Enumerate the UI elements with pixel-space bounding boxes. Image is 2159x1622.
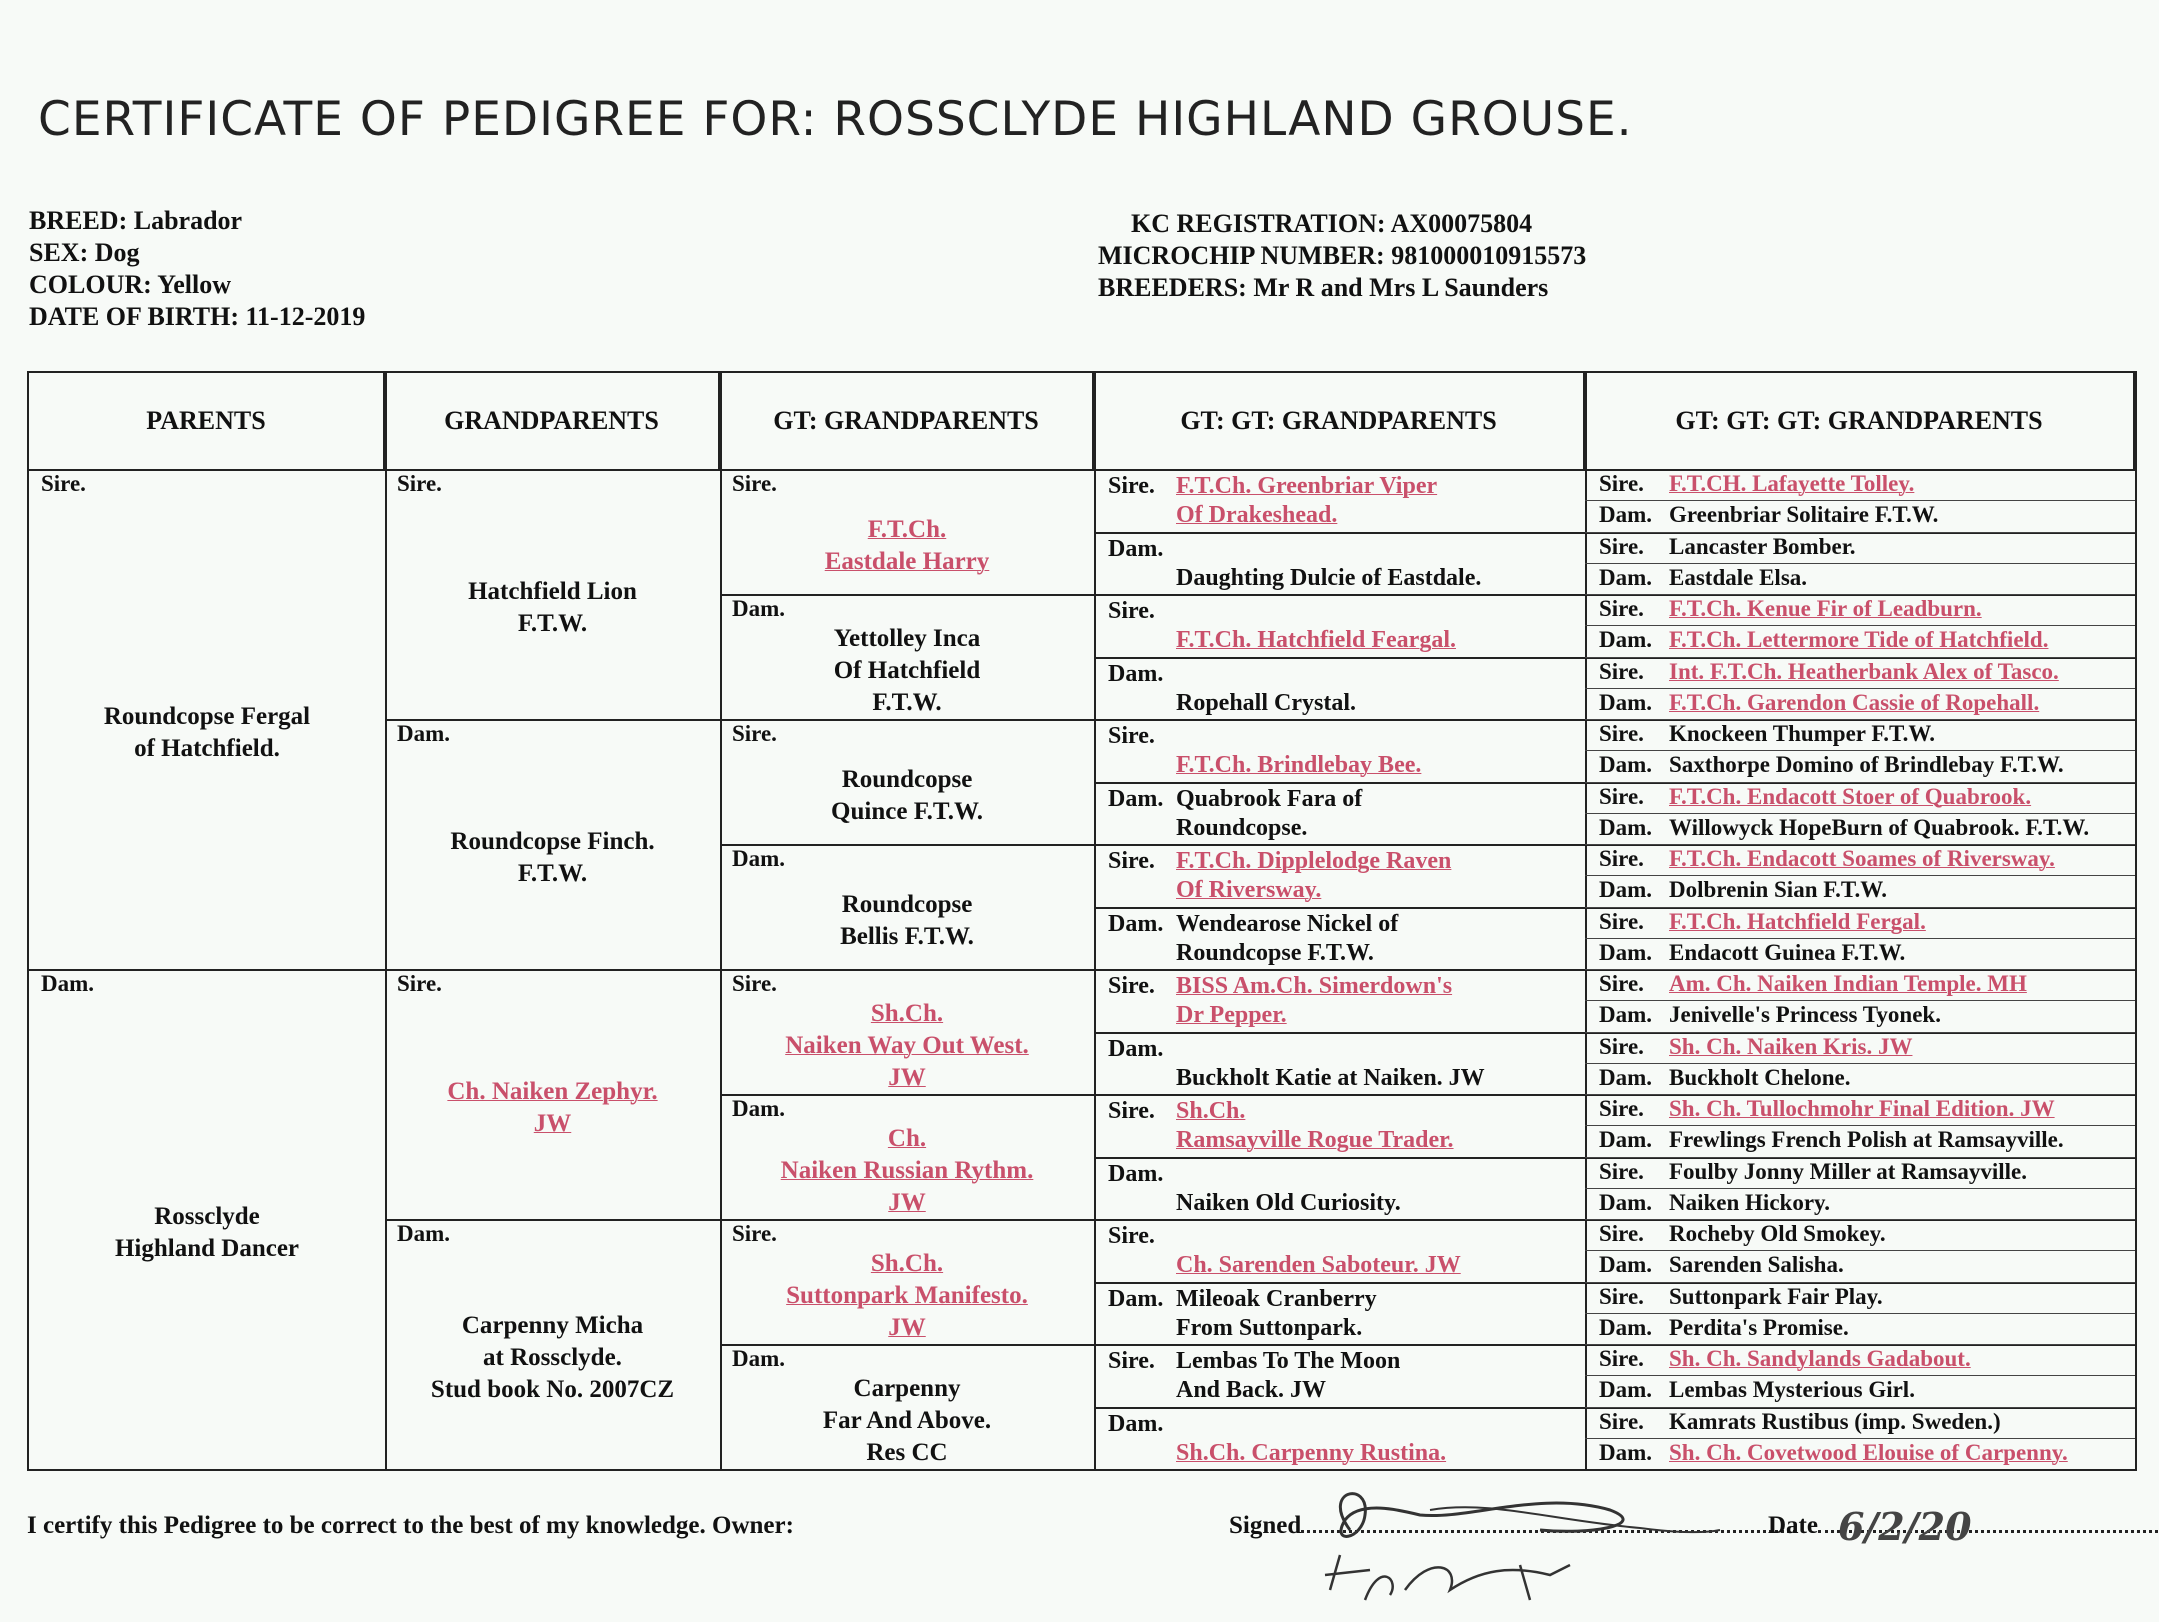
dam-label: Dam. [1108,785,1164,812]
breed: BREED: Labrador [29,206,243,235]
header-4: GT: GT: GRANDPARENTS [1094,373,1585,469]
gt-gt-gt-grandparent-row [1585,721,1935,747]
gt-grandparent-name-line: Bellis F.T.W. [840,922,974,950]
row-divider [1585,844,2135,845]
signed-label: Signed [1229,1512,1302,1539]
parent-name-line: Rossclyde [154,1203,260,1230]
dam-label: Dam. [1599,939,1653,965]
gt-gt-grandparent-line2: F.T.Ch. Hatchfield Feargal. [1176,627,1456,654]
gt-gt-gt-grandparent-row [1585,1034,1912,1060]
gt-gt-gt-grandparent-row [1585,690,2039,716]
sire-label: Sire. [1108,1223,1155,1249]
sire-label: Sire. [1599,1346,1644,1371]
sire-label: Sire. [1108,973,1155,999]
row-divider [1585,1157,2135,1158]
grandparent-name [385,576,720,640]
gt-gt-gt-grandparent-name: Am. Ch. Naiken Indian Temple. MH [1669,971,2027,996]
gt-gt-gt-grandparent-row [1585,752,2064,778]
sire-label: Sire. [1599,533,1644,559]
row-divider [1585,782,2135,783]
gt-gt-gt-grandparent-row [1585,659,2059,685]
sire-label: Sire. [1599,1408,1644,1434]
gt-gt-gt-grandparent-row [1585,627,2048,653]
row-divider [1585,532,2135,533]
gt-gt-grandparent-line2: Ch. Sarenden Saboteur. JW [1176,1252,1461,1279]
row-divider [1585,719,2135,720]
gt-gt-gt-grandparent-name: Frewlings French Polish at Ramsayville. [1669,1127,2064,1153]
gt-gt-gt-grandparent-name: F.T.Ch. Endacott Soames of Riversway. [1669,846,2055,871]
gt-gt-gt-grandparent-name: F.T.Ch. Endacott Stoer of Quabrook. [1669,783,2032,809]
pedigree-table [27,371,2137,1471]
gt-gt-grandparent-line2: Ramsayville Rogue Trader. [1176,1127,1454,1154]
gt-gt-gt-grandparent-row [1585,940,1905,966]
certify-statement: I certify this Pedigree to be correct to the best of my knowledge. Owner: [27,1512,794,1539]
grandparent-name [385,1076,720,1140]
sire-label: Sire. [1108,848,1155,874]
gt-gt-gt-grandparent-name: Dolbrenin Sian F.T.W. [1669,877,1887,903]
row-divider [1585,657,2135,658]
gt-gt-grandparent-line1: Sh.Ch. [1176,1098,1246,1124]
gt-gt-gt-grandparent-row [1585,784,2031,810]
gt-grandparent-name [720,514,1094,578]
parent-name [29,1201,385,1265]
row-divider [1585,1344,2135,1345]
gt-grandparent-name [720,998,1094,1094]
dam-label: Dam. [1599,1127,1653,1153]
sire-label: Sire. [1599,783,1644,809]
gt-gt-grandparent-line2: Of Drakeshead. [1176,502,1338,529]
gt-gt-gt-grandparent-row [1585,1377,1915,1403]
gt-gt-gt-grandparent-row [1585,534,1856,560]
dam-label: Dam. [1599,502,1653,528]
date-label: Date [1768,1512,1818,1539]
sire-label: Sire. [41,471,86,496]
gt-gt-gt-grandparent-row [1585,565,1807,591]
grandparent-name-line: F.T.W. [517,860,588,887]
gt-gt-grandparent-line1: Lembas To The Moon [1176,1348,1401,1374]
sire-label: Sire. [1108,1348,1155,1374]
dam-label: Dam. [1599,1252,1653,1278]
sire-label: Sire. [1599,971,1644,996]
gt-gt-grandparent-line2: Daughting Dulcie of Eastdale. [1176,564,1482,591]
gt-gt-gt-grandparent-row [1585,1096,2055,1122]
gt-gt-gt-grandparent-name: Eastdale Elsa. [1669,564,1808,590]
row-divider [1585,938,2135,939]
dam-label: Dam. [1108,910,1164,937]
dam-label: Dam. [1108,535,1164,562]
gt-gt-grandparent-line1: BISS Am.Ch. Simerdown's [1176,973,1453,999]
date-value: 6/2/20 [1837,1504,1972,1549]
sire-label: Sire. [1108,1098,1155,1124]
row-divider [1585,907,2135,908]
gt-gt-gt-grandparent-name: Buckholt Chelone. [1669,1064,1851,1090]
gt-grandparent-name [720,1123,1094,1219]
gt-gt-gt-grandparent-row [1585,909,1926,935]
gt-gt-gt-grandparent-name: Willowyck HopeBurn of Quabrook. F.T.W. [1669,814,2090,840]
gt-gt-gt-grandparent-name: F.T.Ch. Lettermore Tide of Hatchfield. [1669,627,2049,653]
gt-gt-grandparent-line2: Roundcopse. [1176,814,1308,841]
sire-label: Sire. [1599,721,1644,746]
grandparent-name-line: Stud book No. 2007CZ [430,1376,675,1403]
sire-label: Sire. [1108,598,1155,624]
gt-gt-gt-grandparent-row [1585,1284,1883,1310]
gt-gt-grandparent-line1: F.T.Ch. Dipplelodge Raven [1176,848,1452,874]
dam-label: Dam. [1599,814,1653,840]
gt-gt-grandparent-line2: Dr Pepper. [1176,1002,1287,1029]
gt-gt-gt-grandparent-name: F.T.CH. Lafayette Tolley. [1669,471,1915,496]
gt-grandparent-name [720,1248,1094,1344]
registration-details [1098,208,1586,304]
gt-grandparent-name [720,764,1094,828]
dam-label: Dam. [1599,1189,1653,1215]
colour: COLOUR: Yellow [29,270,231,299]
certificate-title: CERTIFICATE OF PEDIGREE FOR: ROSSCLYDE HIGHLAND GROUSE. [38,92,1633,147]
gt-gt-grandparent-line2: Of Riversway. [1176,877,1322,904]
sire-label: Sire. [1599,1158,1644,1184]
gt-gt-gt-grandparent-name: Endacott Guinea F.T.W. [1669,939,1906,965]
gt-gt-gt-grandparent-row [1585,1346,1971,1372]
gt-gt-gt-grandparent-name: Lancaster Bomber. [1669,533,1856,559]
grandparent-name-line: Carpenny Micha [461,1312,644,1339]
gt-gt-grandparent-line2: Ropehall Crystal. [1176,689,1356,716]
dam-label: Dam. [1108,660,1164,687]
row-divider [1585,625,2135,626]
gt-gt-grandparent-line2: From Suttonpark. [1176,1314,1363,1341]
gt-grandparent-name-line: Naiken Russian Rythm. [780,1156,1034,1184]
gt-grandparent-name-line: JW [888,1313,926,1341]
gt-gt-gt-grandparent-name: Naiken Hickory. [1669,1189,1831,1215]
sire-label: Sire. [1599,471,1644,496]
dam-label: Dam. [1599,627,1653,653]
dam-label: Dam. [1108,1160,1164,1187]
sire-label: Sire. [732,721,777,746]
gt-gt-gt-grandparent-row [1585,471,1914,497]
sire-label: Sire. [1599,1221,1644,1246]
dam-label: Dam. [1108,1035,1164,1062]
gt-gt-gt-grandparent-name: Sh. Ch. Sandylands Gadabout. [1669,1346,1971,1371]
gt-gt-gt-grandparent-row [1585,1409,2001,1435]
gt-gt-grandparent-line1: Mileoak Cranberry [1176,1285,1377,1312]
gt-gt-gt-grandparent-name: Knockeen Thumper F.T.W. [1669,721,1936,746]
gt-grandparent-name-line: Of Hatchfield [833,656,981,684]
gt-gt-gt-grandparent-row [1585,1190,1830,1216]
dam-label: Dam. [1599,877,1653,903]
gt-grandparent-name-line: Roundcopse [841,765,973,793]
grandparent-name [385,1310,720,1406]
grandparent-name-line: at Rossclyde. [483,1344,622,1371]
gt-grandparent-name-line: Quince F.T.W. [831,797,983,825]
gt-grandparent-name-line: F.T.W. [872,688,942,716]
gt-gt-gt-grandparent-name: Sh. Ch. Covetwood Elouise of Carpenny. [1669,1439,2068,1465]
row-divider [1585,1125,2135,1126]
row-divider [1585,1000,2135,1001]
gt-gt-gt-grandparent-row [1585,1159,2027,1185]
sire-label: Sire. [1599,658,1644,684]
dam-label: Dam. [1108,1410,1164,1437]
gt-gt-gt-grandparent-name: F.T.Ch. Kenue Fir of Leadburn. [1669,596,1982,621]
dam-label: Dam. [1108,1285,1164,1312]
sire-label: Sire. [1599,1096,1644,1121]
date-line [1768,1504,2158,1549]
row-divider [1585,1188,2135,1189]
gt-gt-gt-grandparent-row [1585,596,1982,622]
gt-gt-gt-grandparent-row [1585,1065,1850,1091]
dam-label: Dam. [732,1096,786,1121]
header-1: PARENTS [29,373,385,469]
gt-grandparent-name-line: Sh.Ch. [870,1249,944,1277]
gt-grandparent-name-line: Ch. [887,1124,927,1152]
gt-gt-grandparent-line2: F.T.Ch. Brindlebay Bee. [1176,752,1422,779]
row-divider [1585,1250,2135,1251]
dam-label: Dam. [1599,752,1653,778]
sire-label: Sire. [732,971,777,996]
gt-grandparent-name-line: Far And Above. [822,1406,992,1434]
gt-gt-gt-grandparent-name: Saxthorpe Domino of Brindlebay F.T.W. [1669,752,2064,778]
dam-label: Dam. [732,596,786,621]
header-2: GRANDPARENTS [385,373,720,469]
row-divider [1585,594,2135,595]
gt-gt-gt-grandparent-row [1585,877,1887,903]
gt-gt-gt-grandparent-row [1585,1127,2064,1153]
gt-grandparent-name-line: Suttonpark Manifesto. [786,1281,1028,1309]
row-divider [1585,1219,2135,1220]
parent-name-line: Highland Dancer [114,1235,300,1262]
date-of-birth: DATE OF BIRTH: 11-12-2019 [29,302,366,331]
gt-grandparent-name-line: F.T.Ch. [867,515,947,543]
parent-name [29,701,385,765]
header-3: GT: GRANDPARENTS [720,373,1094,469]
grandparent-name-line: Ch. Naiken Zephyr. [447,1078,658,1105]
gt-gt-gt-grandparent-row [1585,1315,1849,1341]
column-divider [1094,373,1096,1469]
dam-label: Dam. [732,846,786,871]
gt-grandparent-name-line: Yettolley Inca [833,624,981,652]
sire-label: Sire. [1599,846,1644,871]
gt-gt-gt-grandparent-name: F.T.Ch. Garendon Cassie of Ropehall. [1669,689,2040,715]
gt-gt-gt-grandparent-name: Sarenden Salisha. [1669,1252,1844,1278]
gt-gt-grandparent-line1: Wendearose Nickel of [1176,910,1399,937]
gt-gt-gt-grandparent-name: Perdita's Promise. [1669,1314,1849,1340]
row-divider [1585,1438,2135,1439]
sire-label: Sire. [397,971,442,996]
dam-label: Dam. [397,1221,451,1246]
row-divider [1585,813,2135,814]
row-divider [1585,750,2135,751]
gt-gt-gt-grandparent-name: Foulby Jonny Miller at Ramsayville. [1669,1158,2027,1184]
row-divider [1585,1094,2135,1095]
sire-label: Sire. [397,471,442,496]
row-divider [1585,1375,2135,1376]
gt-gt-gt-grandparent-row [1585,1440,2068,1466]
dam-label: Dam. [1599,1314,1653,1340]
gt-grandparent-name-line: Naiken Way Out West. [785,1031,1029,1059]
dam-label: Dam. [1599,689,1653,715]
gt-gt-gt-grandparent-row [1585,846,2055,872]
row-divider [1585,500,2135,501]
parent-name-line: of Hatchfield. [134,735,280,762]
sire-label: Sire. [1599,596,1644,621]
gt-gt-gt-grandparent-name: Suttonpark Fair Play. [1669,1283,1883,1309]
row-divider [1585,1032,2135,1033]
gt-gt-grandparent-line2: Roundcopse F.T.W. [1176,939,1374,966]
sire-label: Sire. [1599,1283,1644,1309]
gt-gt-grandparent-line2: And Back. JW [1176,1377,1327,1404]
gt-gt-gt-grandparent-name: Int. F.T.Ch. Heatherbank Alex of Tasco. [1669,658,2059,684]
gt-gt-gt-grandparent-name: Greenbriar Solitaire F.T.W. [1669,502,1939,528]
row-divider [1585,1407,2135,1408]
parent-name-line: Roundcopse Fergal [103,703,311,730]
gt-gt-gt-grandparent-name: Lembas Mysterious Girl. [1669,1377,1915,1403]
gt-grandparent-name-line: Res CC [866,1438,948,1466]
sire-label: Sire. [1599,908,1644,934]
row-divider [1585,969,2135,970]
sire-label: Sire. [732,1221,777,1246]
gt-gt-gt-grandparent-name: Rocheby Old Smokey. [1669,1221,1886,1246]
gt-gt-gt-grandparent-row [1585,1221,1886,1247]
grandparent-name-line: Roundcopse Finch. [450,828,655,855]
dog-details [29,205,365,333]
row-divider [1585,1063,2135,1064]
dam-label: Dam. [1599,564,1653,590]
gt-gt-gt-grandparent-name: Sh. Ch. Tullochmohr Final Edition. JW [1669,1096,2055,1121]
gt-grandparent-name-line: Carpenny [853,1374,961,1402]
row-divider [1585,563,2135,564]
gt-gt-gt-grandparent-row [1585,502,1938,528]
sex: SEX: Dog [29,238,140,267]
gt-grandparent-name-line: Eastdale Harry [824,547,990,575]
grandparent-name-line: Hatchfield Lion [468,578,637,605]
gt-grandparent-name-line: Roundcopse [841,890,973,918]
gt-gt-grandparent-line2: Sh.Ch. Carpenny Rustina. [1176,1439,1447,1466]
gt-gt-gt-grandparent-name: F.T.Ch. Hatchfield Fergal. [1669,908,1926,934]
gt-grandparent-name [720,623,1094,719]
owner-signature [1310,1470,1750,1620]
sire-label: Sire. [1599,1033,1644,1059]
gt-gt-grandparent-line1: F.T.Ch. Greenbriar Viper [1176,473,1438,499]
header-5: GT: GT: GT: GRANDPARENTS [1585,373,2135,469]
gt-gt-gt-grandparent-name: Sh. Ch. Naiken Kris. JW [1669,1033,1913,1059]
row-divider [1585,875,2135,876]
gt-gt-gt-grandparent-row [1585,815,2089,841]
gt-grandparent-name-line: Sh.Ch. [870,999,944,1027]
gt-grandparent-name-line: JW [888,1188,926,1216]
gt-gt-gt-grandparent-row [1585,1002,1941,1028]
dam-label: Dam. [1599,1439,1653,1465]
grandparent-name-line: F.T.W. [517,610,588,637]
dam-label: Dam. [1599,1002,1653,1028]
dam-label: Dam. [732,1346,786,1371]
breeders: BREEDERS: Mr R and Mrs L Saunders [1098,273,1549,302]
gt-gt-gt-grandparent-name: Jenivelle's Princess Tyonek. [1669,1002,1941,1028]
dam-label: Dam. [41,971,95,996]
dam-label: Dam. [397,721,451,746]
row-divider [1585,1282,2135,1283]
gt-grandparent-name-line: JW [888,1063,926,1091]
gt-grandparent-name [720,889,1094,953]
sire-label: Sire. [1108,723,1155,749]
grandparent-name-line: JW [533,1110,572,1137]
dam-label: Dam. [1599,1377,1653,1403]
sire-label: Sire. [732,471,777,496]
grandparent-name [385,826,720,890]
column-divider [385,373,387,1469]
sire-label: Sire. [1108,473,1155,499]
dam-label: Dam. [1599,1064,1653,1090]
kc-registration: KC REGISTRATION: AX00075804 [1131,209,1533,238]
gt-gt-grandparent-line2: Buckholt Katie at Naiken. JW [1176,1064,1485,1091]
row-divider [1585,688,2135,689]
gt-gt-gt-grandparent-row [1585,1252,1844,1278]
microchip-number: MICROCHIP NUMBER: 981000010915573 [1098,241,1587,270]
gt-gt-gt-grandparent-name: Kamrats Rustibus (imp. Sweden.) [1669,1408,2001,1434]
gt-gt-grandparent-line1: Quabrook Fara of [1176,785,1363,812]
gt-grandparent-name [720,1373,1094,1469]
gt-gt-gt-grandparent-row [1585,971,2027,997]
gt-gt-grandparent-line2: Naiken Old Curiosity. [1176,1189,1401,1216]
row-divider [1585,1313,2135,1314]
